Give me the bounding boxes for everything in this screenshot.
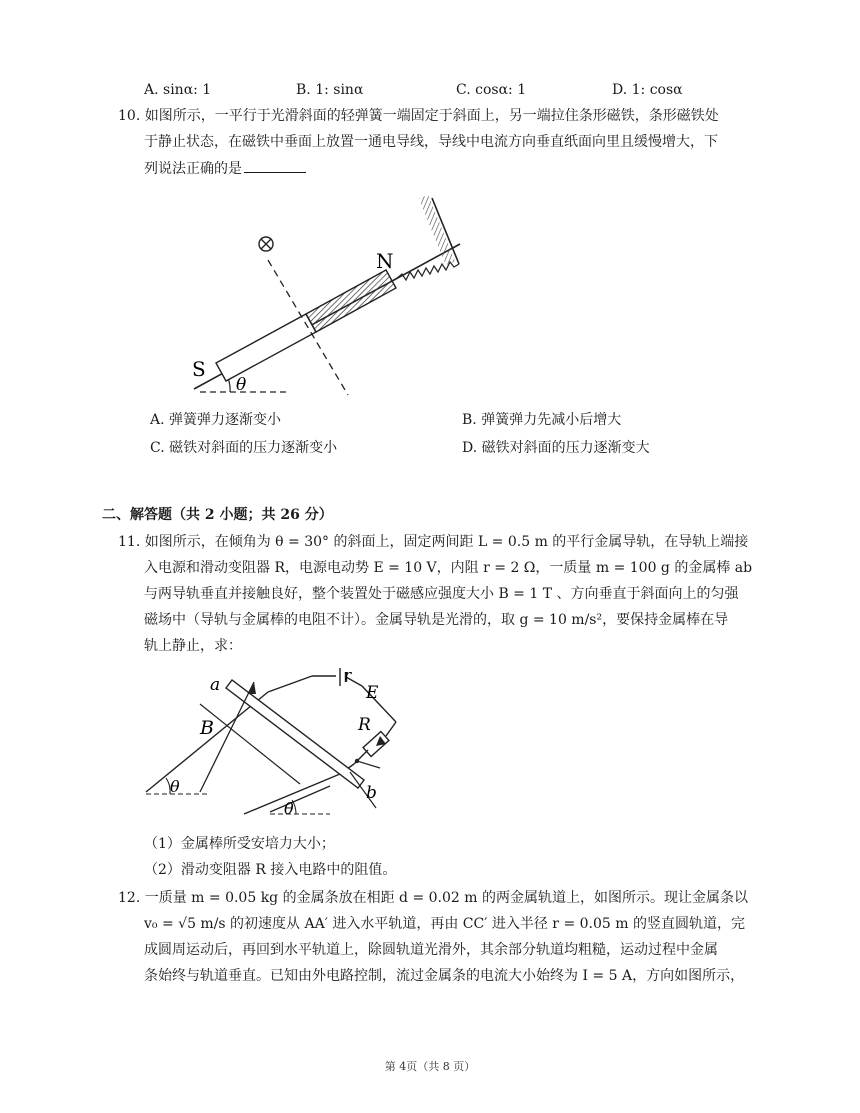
- label-e: E: [366, 683, 379, 703]
- q12-line-3: 成圆周运动后，再回到水平轨道上，除圆轨道光滑外，其余部分轨道均粗糙，运动过程中金属: [144, 942, 718, 958]
- wall-hatch: [419, 195, 455, 266]
- q11-line-3: 与两导轨垂直并接触良好，整个装置处于磁感应强度大小 B = 1 T 、方向垂直于斜面向上的匀强: [144, 586, 739, 602]
- magnet-s-half: [216, 314, 316, 381]
- q11-line-2: 入电源和滑动变阻器 R，电源电动势 E = 10 V，内阻 r = 2 Ω，一质量 m = 100 g 的金属棒 ab: [144, 560, 753, 576]
- q11-sub-2: （2）滑动变阻器 R 接入电路中的阻值。: [144, 862, 397, 878]
- q10-line-3: [144, 158, 306, 179]
- page-footer: 第 4页（共 8 页）: [384, 1060, 476, 1073]
- label-n: N: [376, 249, 394, 273]
- q10-option-c: C. 磁铁对斜面的压力逐渐变小: [150, 440, 338, 456]
- q11-figure: [140, 664, 430, 826]
- label-a: a: [210, 675, 221, 695]
- label-b: b: [366, 783, 377, 803]
- q10-option-b: B. 弹簧弹力先减小后增大: [462, 412, 622, 428]
- q11-line-4: 磁场中（导轨与金属棒的电阻不计）。金属导轨是光滑的，取 g = 10 m/s²，要保持金属棒在导: [144, 612, 729, 628]
- q10-figure: [180, 180, 480, 405]
- b-arrow-head-icon: [248, 682, 256, 694]
- label-b-field: B: [200, 717, 214, 739]
- q9-option-b: B. 1: sinα: [296, 82, 364, 98]
- magnet-n-half: [306, 270, 396, 332]
- label-r: R: [358, 715, 371, 735]
- label-theta-2: θ: [284, 799, 294, 818]
- upper-rail-2: [200, 704, 300, 784]
- q10-option-d: D. 磁铁对斜面的压力逐渐变大: [462, 440, 650, 456]
- q9-option-d: D. 1: cosα: [612, 82, 683, 98]
- q12-line-4: 条始终与轨道垂直。已知由外电路控制，流过金属条的电流大小始终为 I = 5 A，方向如图所示，: [144, 968, 745, 984]
- label-s: S: [192, 357, 206, 381]
- q10-line-2: 于静止状态，在磁铁中垂面上放置一通电导线，导线中电流方向垂直纸面向里且缓慢增大，下: [144, 134, 718, 150]
- q11-line-5: 轨上静止，求：: [144, 638, 242, 654]
- section-title: 二、解答题（共 2 小题；共 26 分）: [102, 507, 333, 523]
- q9-option-a: A. sinα: 1: [144, 82, 212, 98]
- q10-line-1: 10. 如图所示，一平行于光滑斜面的轻弹簧一端固定于斜面上，另一端拉住条形磁铁，条形磁铁处: [118, 108, 719, 124]
- label-r-small: r: [344, 666, 352, 684]
- q10-option-a: A. 弹簧弹力逐渐变小: [150, 412, 282, 428]
- q12-line-1: 12. 一质量 m = 0.05 kg 的金属条放在相距 d = 0.02 m 的两金属轨道上，如图所示。现让金属条以: [118, 890, 748, 906]
- spring: [396, 262, 459, 280]
- q11-sub-1: （1）金属棒所受安培力大小；: [144, 836, 335, 852]
- answer-blank: [244, 158, 306, 173]
- theta-label: θ: [236, 375, 247, 395]
- label-theta-1: θ: [170, 777, 180, 796]
- q12-line-2: v₀ = √5 m/s 的初速度从 AA′ 进入水平轨道，再由 CC′ 进入半径 r = 0.05 m 的竖直圆轨道，完: [144, 916, 745, 932]
- q9-option-c: C. cosα: 1: [456, 82, 527, 98]
- q10-line-3-text: 列说法正确的是: [144, 161, 242, 177]
- q11-line-1: 11. 如图所示，在倾角为 θ = 30° 的斜面上，固定两间距 L = 0.5 m 的平行金属导轨，在导轨上端接: [118, 534, 749, 550]
